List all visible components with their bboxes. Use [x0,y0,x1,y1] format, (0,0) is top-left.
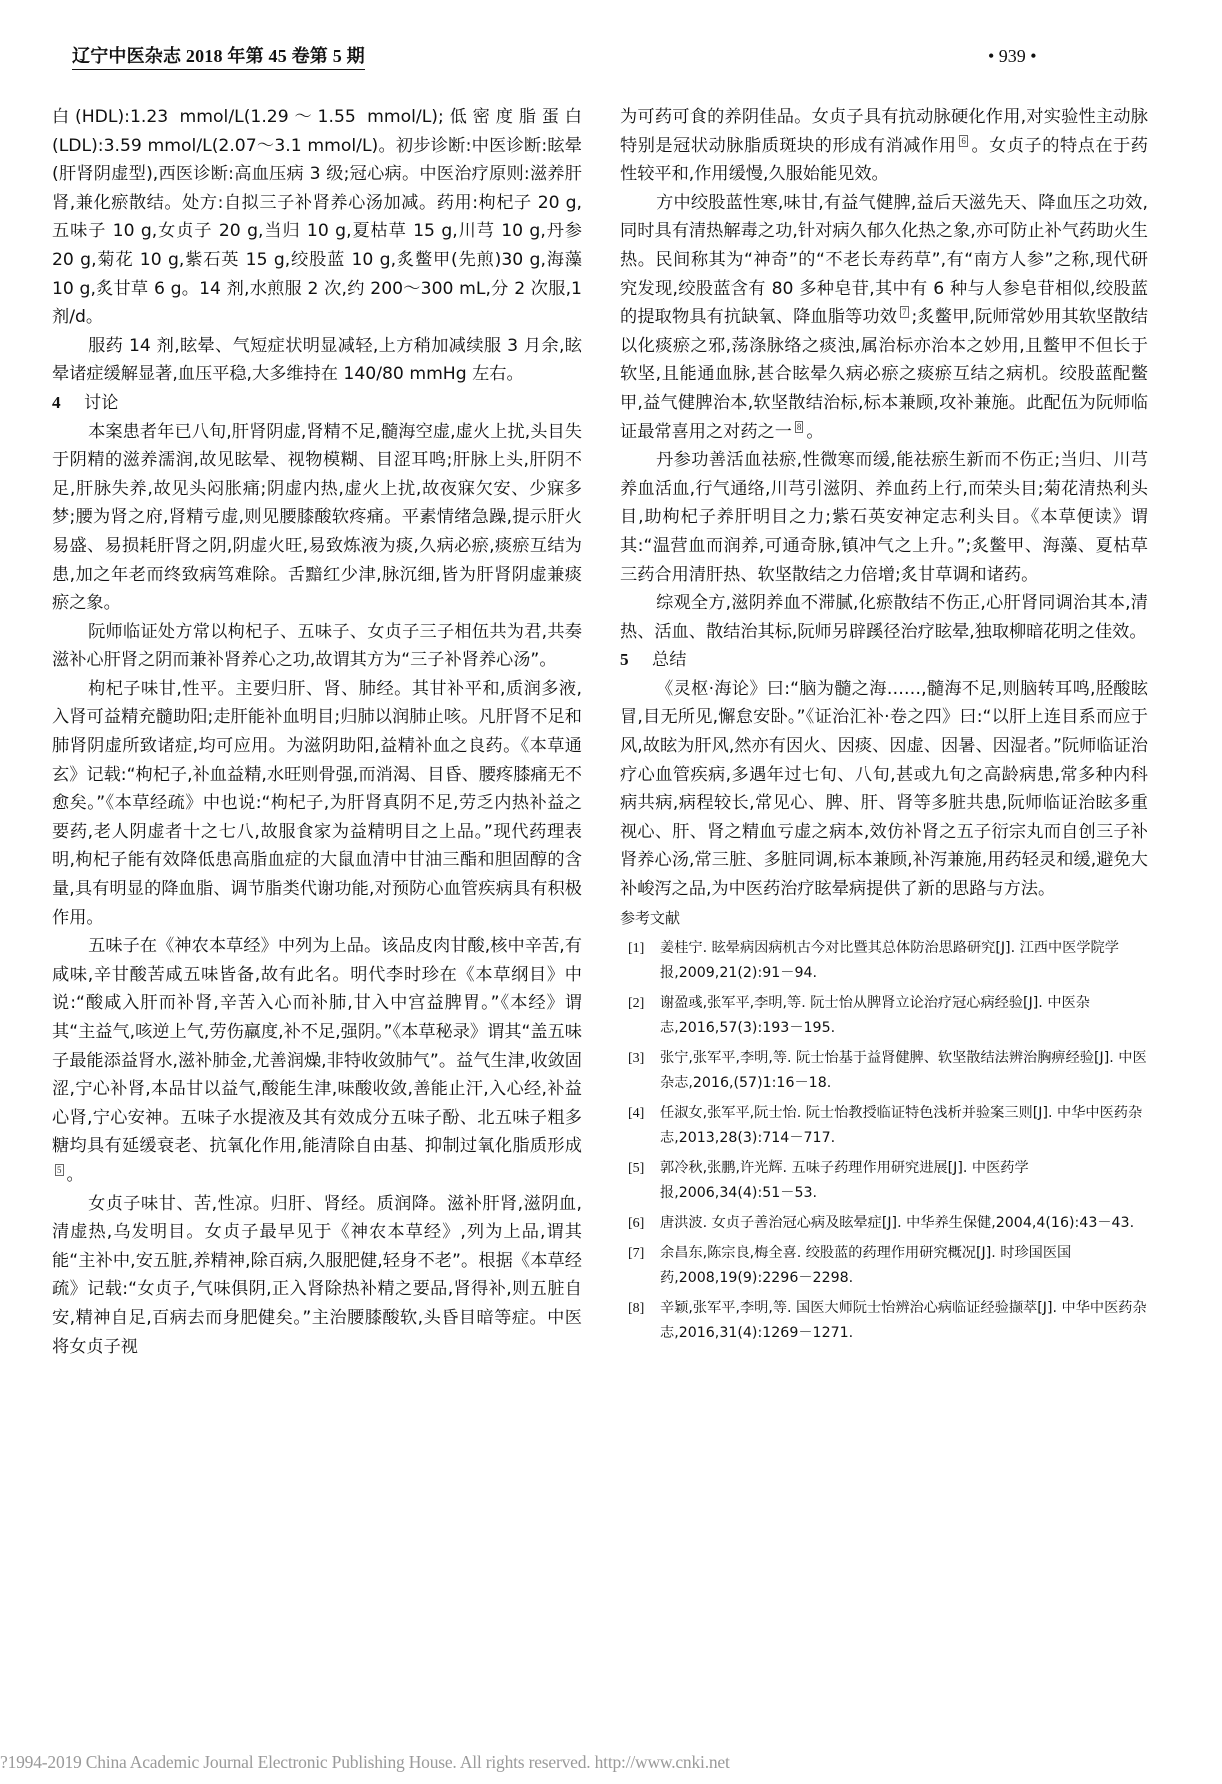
reference-text: 余昌东,陈宗良,梅全喜. 绞股蓝的药理作用研究概况[J]. 时珍国医国药,2008,19(9):2296－2298. [660,1244,1072,1286]
reference-item [620,1211,1148,1236]
reference-item [620,1101,1148,1151]
reference-number: [8] [628,1300,645,1316]
paragraph-text-mid: ;炙鳖甲,阮师常妙用其软坚散结以化痰瘀之邪,荡涤脉络之痰浊,属治标亦治本之妙用,且鳖甲不但长于软坚,且能通血脉,甚合眩晕久病必瘀之痰瘀互结之病机。绞股蓝配鳖甲,益气健脾治本,软坚散结治标,标本兼顾,攻补兼施。此配伍为阮师临证最常喜用之对药之一 [620,307,1148,442]
references-heading: 参考文献 [620,908,681,927]
reference-text: 任淑女,张军平,阮士怡. 阮士怡教授临证特色浅析并验案三则[J]. 中华中医药杂志,2013,28(3):714－717. [660,1104,1143,1146]
reference-item [620,1156,1148,1206]
reference-item [620,1296,1148,1346]
reference-item [620,1046,1148,1096]
section-title: 总结 [652,650,687,671]
right-column [620,103,1148,1351]
reference-number: [3] [628,1050,645,1066]
reference-number: [1] [628,940,645,956]
paragraph-lab-results: 白(HDL):1.23 mmol/L(1.29～1.55 mmol/L);低密度脂蛋白(LDL):3.59 mmol/L(2.07～3.1 mmol/L)。初步诊断:中医诊断:眩晕(肝肾阴虚型),西医诊断:高血压病 3 级;冠心病。中医治疗原则:滋养肝肾,兼化瘀散结。处方:自拟三子补肾养心汤加减。药用:枸杞子 20 g,五味子 10 g,女贞子 20 g,当归 10 g,夏枯草 15 g,川芎 10 g,丹参 20 g,菊花 10 g,紫石英 15 g,绞股蓝 10 g,炙鳖甲(先煎)30 g,海藻 10 g,炙甘草 6 g。14 剂,水煎服 2 次,约 200～300 mL,分 2 次服,1 剂/d。 [52,107,582,328]
reference-text: 郭冷秋,张鹏,许光辉. 五味子药理作用研究进展[J]. 中医药学报,2006,34(4):51－53. [660,1159,1029,1201]
copyright-footer: ?1994-2019 China Academic Journal Electronic Publishing House. All rights reserved. http://www.cnki.net [0,1752,730,1772]
paragraph-case-analysis: 本案患者年已八旬,肝肾阴虚,肾精不足,髓海空虚,虚火上扰,头目失于阴精的滋养濡润,故见眩晕、视物模糊、目涩耳鸣;肝脉上头,肝阴不足,肝脉失养,故见头闷胀痛;阴虚内热,虚火上扰,故夜寐欠安、少寐多梦;腰为肾之府,肾精亏虚,则见腰膝酸软疼痛。平素情绪急躁,提示肝火易盛、易损耗肝肾之阴,阴虚火旺,易致炼液为痰,久病必瘀,痰瘀互结为患,加之年老而终致病笃难除。舌黯红少津,脉沉细,皆为肝肾阴虚兼痰瘀之象。 [52,421,582,614]
page-number: • 939 • [988,46,1037,66]
paragraph-followup: 服药 14 剂,眩晕、气短症状明显减轻,上方稍加减续服 3 月余,眩晕诸症缓解显著,血压平稳,大多维持在 140/80 mmHg 左右。 [52,335,582,385]
reference-item [620,936,1148,986]
journal-header: 辽宁中医杂志 2018 年第 45 卷第 5 期 [72,42,365,70]
section-heading-summary [620,646,1148,675]
paragraph-summary: 《灵枢·海论》曰:“脑为髓之海……,髓海不足,则脑转耳鸣,胫酸眩冒,目无所见,懈怠安卧。”《证治汇补·卷之四》曰:“以肝上连目系而应于风,故眩为肝风,然亦有因火、因痰、因虚、因暑、因湿者。”阮师临证治疗心血管疾病,多遇年过七旬、八旬,甚或九旬之高龄病患,常多种内科病共病,病程较长,常见心、脾、肝、肾等多脏共患,阮师临证治眩多重视心、肝、肾之精血亏虚之病本,效仿补肾之五子衍宗丸而自创三子补肾养心汤,常三脏、多脏同调,标本兼顾,补泻兼施,用药轻灵和缓,避免大补峻泻之品,为中医药治疗眩晕病提供了新的思路与方法。 [620,678,1148,900]
paragraph-text: 五味子在《神农本草经》中列为上品。该品皮肉甘酸,核中辛苦,有咸味,辛甘酸苦咸五味皆备,故有此名。明代李时珍在《本草纲目》中说:“酸咸入肝而补肾,辛苦入心而补肺,甘入中宫益脾胃。”《本经》谓其“主益气,咳逆上气,劳伤羸度,补不足,强阴。”《本草秘录》谓其“盖五味子最能添益肾水,滋补肺金,尤善润燥,非特收敛肺气”。益气生津,收敛固涩,宁心补肾,本品甘以益气,酸能生津,味酸收敛,善能止汗,入心经,补益心肾,宁心安神。五味子水提液及其有效成分五味子酚、北五味子粗多糖均具有延缓衰老、抗氧化作用,能清除自由基、抑制过氧化脂质形成 [52,936,582,1157]
section-number: 5 [620,650,629,670]
reference-text: 唐洪波. 女贞子善治冠心病及眩晕症[J]. 中华养生保健,2004,4(16):43－43. [660,1214,1135,1231]
reference-item [620,1241,1148,1291]
paragraph-text: 为可药可食的养阴佳品。女贞子具有抗动脉硬化作用,对实验性主动脉特别是冠状动脉脂质斑块的形成有消减作用 [620,107,1148,156]
reference-text: 辛颖,张军平,李明,等. 国医大师阮士怡辨治心病临证经验撷萃[J]. 中华中医药杂志,2016,31(4):1269－1271. [660,1299,1147,1341]
reference-number: [7] [628,1245,645,1261]
reference-text: 谢盈彧,张军平,李明,等. 阮士怡从脾肾立论治疗冠心病经验[J]. 中医杂志,2016,57(3):193－195. [660,994,1090,1036]
paragraph-text-end: 。女贞子的特点在于药性较平和,作用缓慢,久服始能见效。 [620,135,1148,185]
reference-item [620,991,1148,1041]
citation-marker[interactable]: 8 [796,421,802,432]
reference-number: [6] [628,1215,645,1231]
reference-number: [4] [628,1105,645,1121]
citation-marker[interactable]: 5 [57,1165,62,1176]
citation-marker[interactable]: 6 [961,135,966,146]
paragraph-nuzhenzi: 女贞子味甘、苦,性凉。归肝、肾经。质润降。滋补肝肾,滋阴血,清虚热,乌发明目。女贞子最早见于《神农本草经》,列为上品,谓其能“主补中,安五脏,养精神,除百病,久服肥健,轻身不老”。根据《本草经疏》记载:“女贞子,气味俱阴,正入肾除热补精之要品,肾得补,则五脏自安,精神自足,百病去而身肥健矣。”主治腰膝酸软,头昏目暗等症。中医将女贞子视 [52,1193,582,1357]
reference-text: 张宁,张军平,李明,等. 阮士怡基于益肾健脾、软坚散结法辨治胸痹经验[J]. 中医杂志,2016,(57)1:16－18. [660,1049,1147,1091]
reference-text: 姜桂宁. 眩晕病因病机古今对比暨其总体防治思路研究[J]. 江西中医学院学报,2009,21(2):91－94. [660,939,1119,981]
section-heading-discussion [52,389,582,418]
section-title: 讨论 [84,392,119,413]
paragraph-wuweizi [52,932,582,1189]
paragraph-gouqizi: 枸杞子味甘,性平。主要归肝、肾、肺经。其甘补平和,质润多液,入肾可益精充髓助阳;走肝能补血明目;归肺以润肺止咳。凡肝肾不足和肺肾阴虚所致诸症,均可应用。为滋阴助阳,益精补血之良药。《本草通玄》记载:“枸杞子,补血益精,水旺则骨强,而消渴、目昏、腰疼膝痛无不愈矣。”《本草经疏》中也说:“枸杞子,为肝肾真阴不足,劳乏内热补益之要药,老人阴虚者十之七八,故服食家为益精明目之上品。”现代药理表明,枸杞子能有效降低患高脂血症的大鼠血清中甘油三酯和胆固醇的含量,具有明显的降血脂、调节脂类代谢功能,对预防心血管疾病具有积极作用。 [52,678,582,928]
reference-number: [5] [628,1160,645,1176]
paragraph-overview: 综观全方,滋阴养血不滞腻,化瘀散结不伤正,心肝肾同调治其本,清热、活血、散结治其标,阮师另辟蹊径治疗眩晕,独取柳暗花明之佳效。 [620,593,1148,642]
left-column [52,103,582,1361]
reference-number: [2] [628,995,645,1011]
citation-marker[interactable]: 7 [902,307,907,318]
paragraph-prescription-principle: 阮师临证处方常以枸杞子、五味子、女贞子三子相伍共为君,共奏滋补心肝肾之阴而兼补肾养心之功,故谓其方为“三子补肾养心汤”。 [52,621,582,671]
paragraph-danshen: 丹参功善活血祛瘀,性微寒而缓,能祛瘀生新而不伤正;当归、川芎养血活血,行气通络,川芎引滋阴、养血药上行,而荣头目;菊花清热利头目,助枸杞子养肝明目之力;紫石英安神定志利头目。《本草便读》谓其:“温营血而润养,可通奇脉,镇冲气之上升。”;炙鳖甲、海藻、夏枯草三药合用清肝热、软坚散结之力倍增;炙甘草调和诸药。 [620,450,1148,585]
paragraph-text-end: 。 [66,1164,84,1185]
paragraph-jiaogulan [620,189,1148,446]
section-number: 4 [52,392,61,412]
paragraph-text-end: 。 [806,421,824,442]
paragraph-text: 方中绞股蓝性寒,味甘,有益气健脾,益后天滋先天、降血压之功效,同时具有清热解毒之功,针对病久郁久化热之象,亦可防止补气药助火生热。民间称其为“神奇”的“不老长寿药草”,有“南方人参”之称,现代研究发现,绞股蓝含有 80 多种皂苷,其中有 6 种与人参皂苷相似,绞股蓝的提取物具有抗缺氧、降血脂等功效 [620,192,1148,328]
paragraph-nuzhenzi-cont [620,103,1148,189]
reference-list [620,936,1148,1346]
